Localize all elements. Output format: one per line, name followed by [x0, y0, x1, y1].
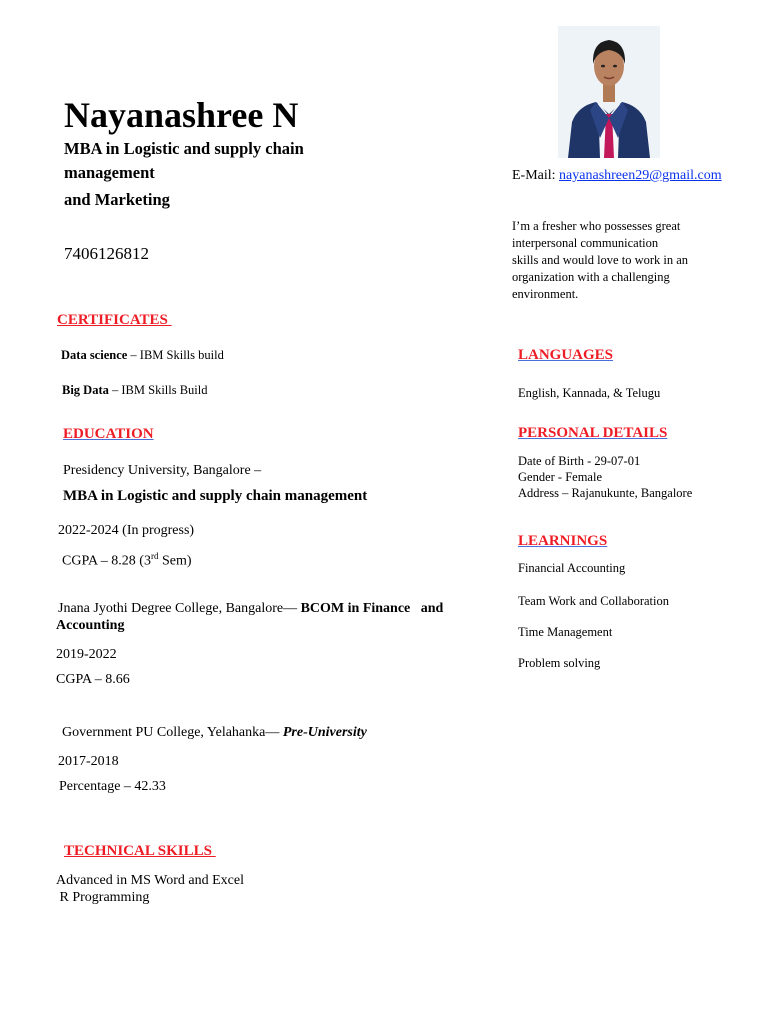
education-program: MBA in Logistic and supply chain management — [63, 488, 368, 504]
certificate-item — [61, 347, 224, 364]
degree-title: MBA in Logistic and supply chain management — [64, 139, 304, 182]
certificate-title: Big Data — [62, 383, 109, 397]
education-institution: Jnana Jyothi Degree College, Bangalore— — [58, 601, 301, 616]
certificate-issuer: IBM Skills Build — [121, 383, 208, 397]
profile-photo — [558, 26, 660, 158]
learning-item: Team Work and Collaboration — [518, 594, 669, 608]
learnings-heading: LEARNINGS — [518, 533, 608, 549]
score-sup: rd — [150, 551, 159, 561]
skill-item: R Programming — [56, 890, 150, 905]
personal-dob: Date of Birth - 29-07-01 — [518, 454, 641, 468]
years-text: 2022-2024 (In progress) — [58, 523, 195, 538]
certificate-issuer: IBM Skills build — [139, 348, 224, 362]
about-line: environment. — [512, 287, 579, 301]
certificate-item — [62, 382, 208, 399]
about-line: skills and would love to work in an — [512, 253, 689, 267]
certificate-sep: – — [108, 383, 122, 397]
languages-text: English, Kannada, & Telugu — [518, 386, 661, 400]
learning-item: Financial Accounting — [518, 561, 626, 575]
candidate-name: Nayanashree N — [64, 95, 299, 135]
personal-gender: Gender - Female — [518, 470, 602, 484]
email-label: E-Mail: — [512, 168, 560, 183]
education-institution: Presidency University, Bangalore – — [63, 463, 262, 478]
score-suffix: Sem) — [158, 553, 192, 569]
skill-item: Advanced in MS Word and Excel — [56, 873, 244, 888]
learning-item: Problem solving — [518, 656, 601, 670]
years-text: 2019-2022 — [56, 647, 117, 662]
education-entry-pu — [62, 723, 367, 743]
technical-skills-heading: TECHNICAL SKILLS — [64, 843, 216, 859]
score-prefix: CGPA – 8.28 (3 — [62, 553, 151, 569]
education-program: BCOM in Finance and — [300, 601, 444, 616]
education-score — [62, 546, 192, 572]
degree-specialization: and Marketing — [64, 190, 170, 209]
profile-photo-illustration — [558, 26, 660, 158]
certificate-sep: – — [127, 348, 140, 362]
about-summary — [512, 218, 722, 303]
about-line: interpersonal communication — [512, 236, 659, 250]
education-program-cont: Accounting — [56, 618, 125, 633]
certificates-heading: CERTIFICATES — [57, 312, 172, 328]
certificate-title: Data science — [61, 348, 128, 362]
personal-address: Address – Rajanukunte, Bangalore — [518, 486, 693, 500]
phone-number: 7406126812 — [64, 244, 149, 263]
education-heading: EDUCATION — [63, 426, 154, 442]
education-years — [56, 645, 117, 665]
education-institution: Government PU College, Yelahanka— — [62, 725, 283, 740]
email-link[interactable]: nayanashreen29@gmail.com — [559, 168, 722, 183]
education-score: CGPA – 8.66 — [56, 672, 130, 687]
about-line: organization with a challenging — [512, 270, 670, 284]
education-years — [58, 521, 194, 541]
education-years — [58, 752, 119, 772]
education-score: Percentage – 42.33 — [59, 779, 166, 794]
email-line — [512, 167, 722, 185]
languages-heading: LANGUAGES — [518, 347, 614, 363]
education-program: Pre-University — [282, 725, 367, 740]
personal-details-heading: PERSONAL DETAILS — [518, 425, 668, 441]
years-text: 2017-2018 — [58, 754, 119, 769]
about-line: I’m a fresher who possesses great — [512, 219, 681, 233]
learning-item: Time Management — [518, 625, 613, 639]
